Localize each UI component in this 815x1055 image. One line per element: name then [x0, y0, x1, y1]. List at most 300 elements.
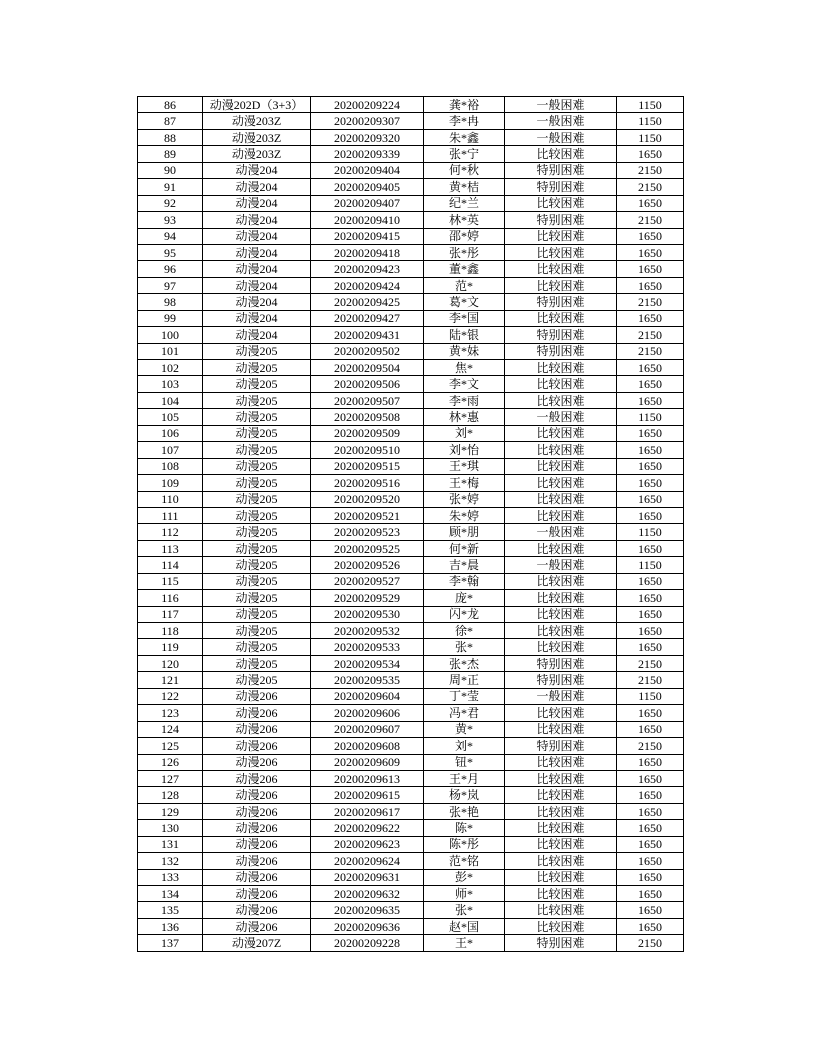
class-cell: 动漫204 — [203, 294, 311, 310]
student-name-cell: 张* — [424, 902, 505, 918]
student-id-cell: 20200209604 — [311, 688, 424, 704]
difficulty-level-cell: 比较困难 — [505, 705, 617, 721]
amount-cell: 1650 — [617, 918, 684, 934]
row-number-cell: 121 — [138, 672, 203, 688]
difficulty-level-cell: 比较困难 — [505, 623, 617, 639]
table-row — [138, 409, 684, 425]
amount-cell: 2150 — [617, 212, 684, 228]
student-id-cell: 20200209613 — [311, 770, 424, 786]
amount-cell: 2150 — [617, 672, 684, 688]
amount-cell: 1650 — [617, 623, 684, 639]
student-name-cell: 张*宁 — [424, 146, 505, 162]
row-number-cell: 125 — [138, 738, 203, 754]
amount-cell: 1150 — [617, 129, 684, 145]
amount-cell: 1650 — [617, 803, 684, 819]
student-name-cell: 陆*银 — [424, 327, 505, 343]
student-name-cell: 王*梅 — [424, 475, 505, 491]
student-id-cell: 20200209504 — [311, 360, 424, 376]
student-id-cell: 20200209508 — [311, 409, 424, 425]
amount-cell: 2150 — [617, 655, 684, 671]
student-id-cell: 20200209535 — [311, 672, 424, 688]
student-id-cell: 20200209617 — [311, 803, 424, 819]
amount-cell: 1650 — [617, 754, 684, 770]
amount-cell: 1150 — [617, 409, 684, 425]
difficulty-level-cell: 比较困难 — [505, 869, 617, 885]
difficulty-level-cell: 比较困难 — [505, 277, 617, 293]
student-name-cell: 朱*鑫 — [424, 129, 505, 145]
amount-cell: 1650 — [617, 540, 684, 556]
student-name-cell: 朱*婷 — [424, 507, 505, 523]
student-id-cell: 20200209635 — [311, 902, 424, 918]
class-cell: 动漫205 — [203, 425, 311, 441]
amount-cell: 1650 — [617, 458, 684, 474]
class-cell: 动漫203Z — [203, 113, 311, 129]
class-cell: 动漫205 — [203, 491, 311, 507]
student-name-cell: 刘*怡 — [424, 442, 505, 458]
difficulty-level-cell: 比较困难 — [505, 803, 617, 819]
row-number-cell: 107 — [138, 442, 203, 458]
difficulty-level-cell: 比较困难 — [505, 392, 617, 408]
class-cell: 动漫206 — [203, 836, 311, 852]
row-number-cell: 86 — [138, 97, 203, 113]
amount-cell: 1150 — [617, 557, 684, 573]
difficulty-level-cell: 比较困难 — [505, 820, 617, 836]
difficulty-level-cell: 特别困难 — [505, 162, 617, 178]
student-name-cell: 师* — [424, 886, 505, 902]
class-cell: 动漫204 — [203, 228, 311, 244]
amount-cell: 1650 — [617, 639, 684, 655]
difficulty-level-cell: 比较困难 — [505, 770, 617, 786]
row-number-cell: 90 — [138, 162, 203, 178]
amount-cell: 1650 — [617, 705, 684, 721]
class-cell: 动漫205 — [203, 360, 311, 376]
row-number-cell: 127 — [138, 770, 203, 786]
student-id-cell: 20200209624 — [311, 853, 424, 869]
table-row — [138, 623, 684, 639]
difficulty-level-cell: 一般困难 — [505, 557, 617, 573]
student-id-cell: 20200209523 — [311, 524, 424, 540]
class-cell: 动漫206 — [203, 770, 311, 786]
student-id-cell: 20200209607 — [311, 721, 424, 737]
difficulty-level-cell: 特别困难 — [505, 655, 617, 671]
row-number-cell: 114 — [138, 557, 203, 573]
difficulty-level-cell: 比较困难 — [505, 491, 617, 507]
row-number-cell: 112 — [138, 524, 203, 540]
class-cell: 动漫206 — [203, 688, 311, 704]
row-number-cell: 113 — [138, 540, 203, 556]
difficulty-level-cell: 比较困难 — [505, 787, 617, 803]
table-row — [138, 475, 684, 491]
amount-cell: 1650 — [617, 475, 684, 491]
class-cell: 动漫207Z — [203, 935, 311, 951]
difficulty-level-cell: 比较困难 — [505, 475, 617, 491]
class-cell: 动漫205 — [203, 376, 311, 392]
amount-cell: 1650 — [617, 721, 684, 737]
row-number-cell: 108 — [138, 458, 203, 474]
student-id-cell: 20200209608 — [311, 738, 424, 754]
difficulty-level-cell: 比较困难 — [505, 507, 617, 523]
student-id-cell: 20200209532 — [311, 623, 424, 639]
amount-cell: 1650 — [617, 573, 684, 589]
student-id-cell: 20200209307 — [311, 113, 424, 129]
student-name-cell: 顾*朋 — [424, 524, 505, 540]
student-name-cell: 何*新 — [424, 540, 505, 556]
student-id-cell: 20200209320 — [311, 129, 424, 145]
student-id-cell: 20200209515 — [311, 458, 424, 474]
difficulty-level-cell: 特别困难 — [505, 212, 617, 228]
student-aid-table — [137, 96, 684, 952]
class-cell: 动漫204 — [203, 327, 311, 343]
table-row — [138, 869, 684, 885]
class-cell: 动漫205 — [203, 507, 311, 523]
table-row — [138, 491, 684, 507]
amount-cell: 1650 — [617, 507, 684, 523]
difficulty-level-cell: 特别困难 — [505, 672, 617, 688]
amount-cell: 1150 — [617, 113, 684, 129]
student-id-cell: 20200209521 — [311, 507, 424, 523]
student-id-cell: 20200209423 — [311, 261, 424, 277]
student-id-cell: 20200209533 — [311, 639, 424, 655]
student-name-cell: 黄* — [424, 721, 505, 737]
student-id-cell: 20200209615 — [311, 787, 424, 803]
difficulty-level-cell: 比较困难 — [505, 540, 617, 556]
row-number-cell: 131 — [138, 836, 203, 852]
difficulty-level-cell: 比较困难 — [505, 573, 617, 589]
student-name-cell: 范*铭 — [424, 853, 505, 869]
class-cell: 动漫203Z — [203, 146, 311, 162]
student-name-cell: 王*琪 — [424, 458, 505, 474]
table-row — [138, 244, 684, 260]
table-row — [138, 902, 684, 918]
table-row — [138, 721, 684, 737]
student-id-cell: 20200209404 — [311, 162, 424, 178]
amount-cell: 1650 — [617, 491, 684, 507]
class-cell: 动漫205 — [203, 639, 311, 655]
class-cell: 动漫206 — [203, 803, 311, 819]
student-name-cell: 黄*桔 — [424, 179, 505, 195]
class-cell: 动漫204 — [203, 244, 311, 260]
student-id-cell: 20200209405 — [311, 179, 424, 195]
row-number-cell: 93 — [138, 212, 203, 228]
row-number-cell: 132 — [138, 853, 203, 869]
difficulty-level-cell: 一般困难 — [505, 129, 617, 145]
row-number-cell: 105 — [138, 409, 203, 425]
student-name-cell: 邵*婷 — [424, 228, 505, 244]
row-number-cell: 123 — [138, 705, 203, 721]
student-id-cell: 20200209606 — [311, 705, 424, 721]
class-cell: 动漫205 — [203, 458, 311, 474]
difficulty-level-cell: 一般困难 — [505, 409, 617, 425]
row-number-cell: 128 — [138, 787, 203, 803]
table-row — [138, 327, 684, 343]
student-name-cell: 陈* — [424, 820, 505, 836]
table-row — [138, 360, 684, 376]
amount-cell: 2150 — [617, 738, 684, 754]
table-row — [138, 688, 684, 704]
row-number-cell: 99 — [138, 310, 203, 326]
student-id-cell: 20200209224 — [311, 97, 424, 113]
difficulty-level-cell: 比较困难 — [505, 886, 617, 902]
row-number-cell: 89 — [138, 146, 203, 162]
row-number-cell: 110 — [138, 491, 203, 507]
class-cell: 动漫206 — [203, 738, 311, 754]
student-name-cell: 张* — [424, 639, 505, 655]
table-row — [138, 738, 684, 754]
student-name-cell: 李*国 — [424, 310, 505, 326]
row-number-cell: 111 — [138, 507, 203, 523]
class-cell: 动漫205 — [203, 623, 311, 639]
table-row — [138, 770, 684, 786]
student-id-cell: 20200209425 — [311, 294, 424, 310]
class-cell: 动漫204 — [203, 212, 311, 228]
student-name-cell: 闪*龙 — [424, 606, 505, 622]
row-number-cell: 98 — [138, 294, 203, 310]
table-row — [138, 97, 684, 113]
amount-cell: 1150 — [617, 524, 684, 540]
amount-cell: 2150 — [617, 162, 684, 178]
table-row — [138, 787, 684, 803]
amount-cell: 1650 — [617, 853, 684, 869]
student-name-cell: 冯*君 — [424, 705, 505, 721]
difficulty-level-cell: 一般困难 — [505, 113, 617, 129]
student-name-cell: 陈*彤 — [424, 836, 505, 852]
amount-cell: 2150 — [617, 935, 684, 951]
class-cell: 动漫206 — [203, 787, 311, 803]
student-name-cell: 刘* — [424, 738, 505, 754]
student-name-cell: 葛*文 — [424, 294, 505, 310]
difficulty-level-cell: 比较困难 — [505, 853, 617, 869]
student-name-cell: 丁*莹 — [424, 688, 505, 704]
row-number-cell: 96 — [138, 261, 203, 277]
table-row — [138, 310, 684, 326]
table-row — [138, 590, 684, 606]
class-cell: 动漫205 — [203, 557, 311, 573]
class-cell: 动漫205 — [203, 672, 311, 688]
student-id-cell: 20200209631 — [311, 869, 424, 885]
row-number-cell: 100 — [138, 327, 203, 343]
student-id-cell: 20200209506 — [311, 376, 424, 392]
class-cell: 动漫206 — [203, 853, 311, 869]
class-cell: 动漫206 — [203, 721, 311, 737]
amount-cell: 1650 — [617, 244, 684, 260]
student-name-cell: 李*雨 — [424, 392, 505, 408]
student-id-cell: 20200209418 — [311, 244, 424, 260]
amount-cell: 1650 — [617, 310, 684, 326]
row-number-cell: 104 — [138, 392, 203, 408]
row-number-cell: 91 — [138, 179, 203, 195]
student-id-cell: 20200209424 — [311, 277, 424, 293]
student-name-cell: 范* — [424, 277, 505, 293]
student-id-cell: 20200209427 — [311, 310, 424, 326]
student-id-cell: 20200209516 — [311, 475, 424, 491]
class-cell: 动漫205 — [203, 606, 311, 622]
difficulty-level-cell: 一般困难 — [505, 688, 617, 704]
row-number-cell: 124 — [138, 721, 203, 737]
amount-cell: 2150 — [617, 294, 684, 310]
class-cell: 动漫205 — [203, 573, 311, 589]
table-row — [138, 754, 684, 770]
row-number-cell: 115 — [138, 573, 203, 589]
difficulty-level-cell: 特别困难 — [505, 343, 617, 359]
difficulty-level-cell: 特别困难 — [505, 738, 617, 754]
amount-cell: 1150 — [617, 688, 684, 704]
amount-cell: 1650 — [617, 770, 684, 786]
amount-cell: 1650 — [617, 425, 684, 441]
class-cell: 动漫205 — [203, 524, 311, 540]
table-row — [138, 507, 684, 523]
table-row — [138, 129, 684, 145]
student-name-cell: 焦* — [424, 360, 505, 376]
student-name-cell: 赵*国 — [424, 918, 505, 934]
student-name-cell: 张*婷 — [424, 491, 505, 507]
table-row — [138, 212, 684, 228]
amount-cell: 1650 — [617, 869, 684, 885]
table-row — [138, 524, 684, 540]
student-name-cell: 张*杰 — [424, 655, 505, 671]
class-cell: 动漫205 — [203, 343, 311, 359]
amount-cell: 1650 — [617, 836, 684, 852]
table-row — [138, 113, 684, 129]
row-number-cell: 95 — [138, 244, 203, 260]
table-row — [138, 606, 684, 622]
student-name-cell: 李*冉 — [424, 113, 505, 129]
amount-cell: 2150 — [617, 327, 684, 343]
student-id-cell: 20200209415 — [311, 228, 424, 244]
student-id-cell: 20200209507 — [311, 392, 424, 408]
table-row — [138, 392, 684, 408]
row-number-cell: 130 — [138, 820, 203, 836]
class-cell: 动漫205 — [203, 392, 311, 408]
difficulty-level-cell: 比较困难 — [505, 639, 617, 655]
difficulty-level-cell: 比较困难 — [505, 425, 617, 441]
row-number-cell: 133 — [138, 869, 203, 885]
student-name-cell: 张*彤 — [424, 244, 505, 260]
difficulty-level-cell: 比较困难 — [505, 442, 617, 458]
row-number-cell: 92 — [138, 195, 203, 211]
difficulty-level-cell: 比较困难 — [505, 902, 617, 918]
amount-cell: 1150 — [617, 97, 684, 113]
amount-cell: 1650 — [617, 195, 684, 211]
difficulty-level-cell: 特别困难 — [505, 179, 617, 195]
student-id-cell: 20200209609 — [311, 754, 424, 770]
table-row — [138, 573, 684, 589]
difficulty-level-cell: 特别困难 — [505, 935, 617, 951]
difficulty-level-cell: 一般困难 — [505, 524, 617, 540]
student-id-cell: 20200209502 — [311, 343, 424, 359]
class-cell: 动漫206 — [203, 754, 311, 770]
row-number-cell: 97 — [138, 277, 203, 293]
difficulty-level-cell: 比较困难 — [505, 244, 617, 260]
student-id-cell: 20200209509 — [311, 425, 424, 441]
student-name-cell: 杨*岚 — [424, 787, 505, 803]
amount-cell: 1650 — [617, 886, 684, 902]
student-name-cell: 王*月 — [424, 770, 505, 786]
student-id-cell: 20200209510 — [311, 442, 424, 458]
difficulty-level-cell: 比较困难 — [505, 836, 617, 852]
student-name-cell: 李*文 — [424, 376, 505, 392]
class-cell: 动漫204 — [203, 277, 311, 293]
row-number-cell: 118 — [138, 623, 203, 639]
student-id-cell: 20200209525 — [311, 540, 424, 556]
difficulty-level-cell: 比较困难 — [505, 195, 617, 211]
table-row — [138, 557, 684, 573]
student-name-cell: 黄*妹 — [424, 343, 505, 359]
row-number-cell: 135 — [138, 902, 203, 918]
student-id-cell: 20200209534 — [311, 655, 424, 671]
row-number-cell: 116 — [138, 590, 203, 606]
class-cell: 动漫205 — [203, 590, 311, 606]
amount-cell: 2150 — [617, 343, 684, 359]
student-name-cell: 刘* — [424, 425, 505, 441]
class-cell: 动漫203Z — [203, 129, 311, 145]
amount-cell: 1650 — [617, 360, 684, 376]
student-id-cell: 20200209623 — [311, 836, 424, 852]
student-name-cell: 王* — [424, 935, 505, 951]
table-row — [138, 705, 684, 721]
class-cell: 动漫205 — [203, 409, 311, 425]
amount-cell: 1650 — [617, 820, 684, 836]
difficulty-level-cell: 比较困难 — [505, 146, 617, 162]
row-number-cell: 134 — [138, 886, 203, 902]
row-number-cell: 119 — [138, 639, 203, 655]
amount-cell: 1650 — [617, 606, 684, 622]
amount-cell: 1650 — [617, 392, 684, 408]
row-number-cell: 94 — [138, 228, 203, 244]
amount-cell: 1650 — [617, 146, 684, 162]
amount-cell: 1650 — [617, 261, 684, 277]
class-cell: 动漫204 — [203, 179, 311, 195]
table-row — [138, 146, 684, 162]
row-number-cell: 137 — [138, 935, 203, 951]
student-name-cell: 董*鑫 — [424, 261, 505, 277]
student-id-cell: 20200209520 — [311, 491, 424, 507]
table-row — [138, 886, 684, 902]
difficulty-level-cell: 比较困难 — [505, 458, 617, 474]
table-row — [138, 639, 684, 655]
class-cell: 动漫206 — [203, 705, 311, 721]
class-cell: 动漫205 — [203, 540, 311, 556]
table-row — [138, 425, 684, 441]
student-name-cell: 何*秋 — [424, 162, 505, 178]
student-name-cell: 李*翰 — [424, 573, 505, 589]
student-name-cell: 庞* — [424, 590, 505, 606]
table-row — [138, 655, 684, 671]
table-row — [138, 442, 684, 458]
student-id-cell: 20200209339 — [311, 146, 424, 162]
table-row — [138, 261, 684, 277]
difficulty-level-cell: 比较困难 — [505, 754, 617, 770]
student-name-cell: 徐* — [424, 623, 505, 639]
row-number-cell: 122 — [138, 688, 203, 704]
table-row — [138, 820, 684, 836]
student-id-cell: 20200209529 — [311, 590, 424, 606]
student-name-cell: 彭* — [424, 869, 505, 885]
table-row — [138, 803, 684, 819]
difficulty-level-cell: 比较困难 — [505, 721, 617, 737]
row-number-cell: 120 — [138, 655, 203, 671]
table-row — [138, 540, 684, 556]
class-cell: 动漫204 — [203, 310, 311, 326]
difficulty-level-cell: 特别困难 — [505, 294, 617, 310]
difficulty-level-cell: 比较困难 — [505, 606, 617, 622]
student-name-cell: 周*正 — [424, 672, 505, 688]
amount-cell: 1650 — [617, 228, 684, 244]
student-name-cell: 吉*晨 — [424, 557, 505, 573]
table-row — [138, 277, 684, 293]
student-name-cell: 钮* — [424, 754, 505, 770]
class-cell: 动漫204 — [203, 261, 311, 277]
difficulty-level-cell: 一般困难 — [505, 97, 617, 113]
